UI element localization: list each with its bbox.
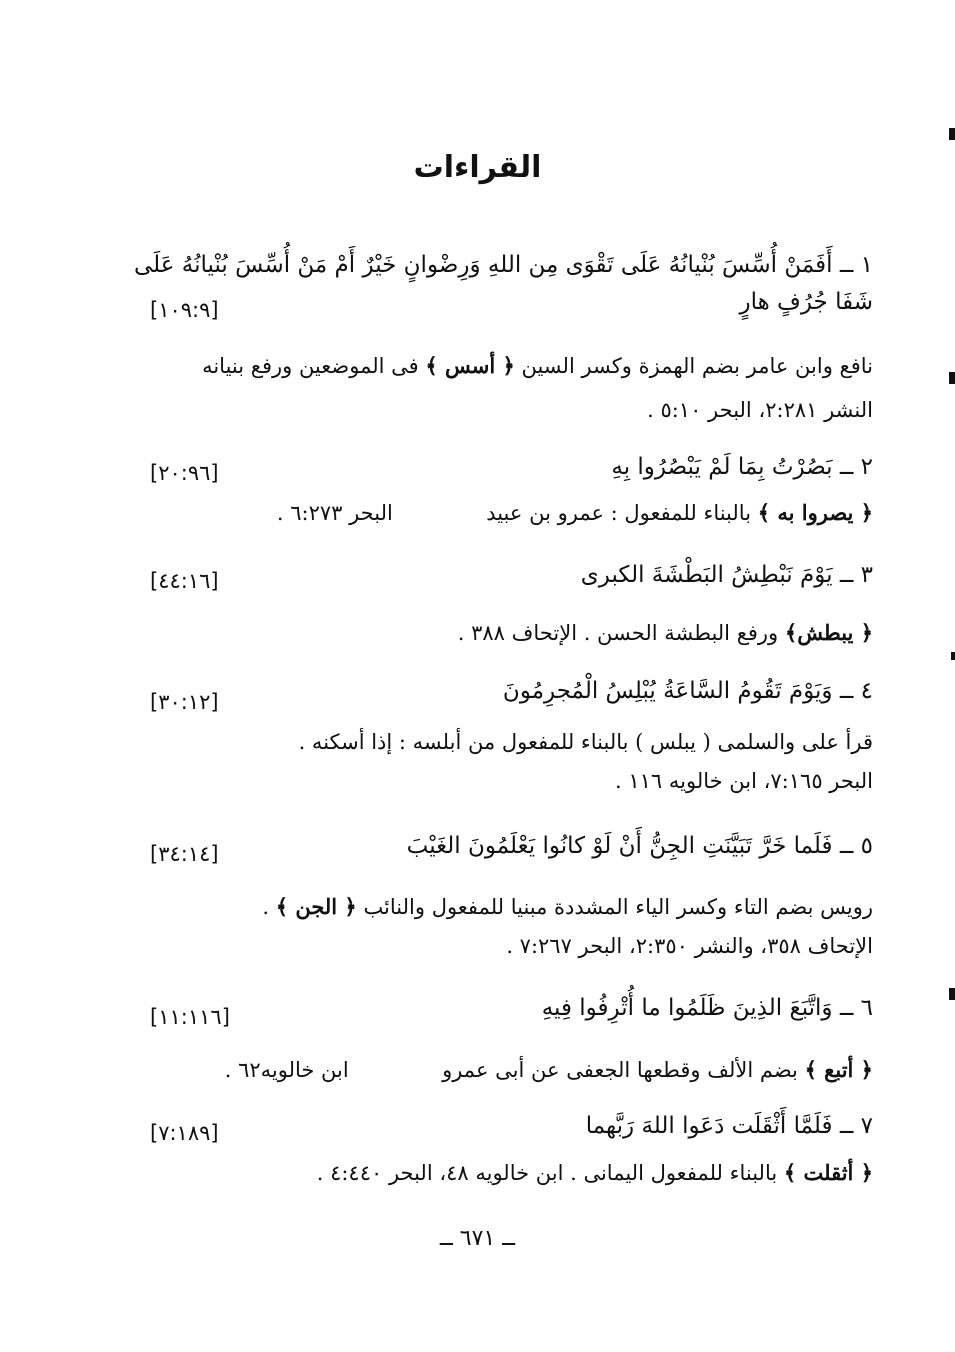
verse-reference: [٧:١٨٩]: [150, 1121, 219, 1145]
margin-mark: [949, 988, 955, 1000]
note-7: [140, 1156, 873, 1190]
note-text: البحر ٦:٢٧٣ .: [276, 501, 393, 525]
verse-7: ٧ ــ فَلَمَّا أَثْقَلَت دَعَوا اللهَ رَبَّهما: [585, 1113, 873, 1139]
note-text: بضم الألف وقطعها الجعفى عن أبى عمرو: [442, 1058, 798, 1082]
verse-reference: [٢٠:٩٦]: [150, 461, 219, 485]
note-highlight: ﴿ يصروا به ﴾: [757, 500, 873, 525]
note-text: بالبناء للمفعول : عمرو بن عبيد: [486, 501, 752, 525]
note-2: [140, 496, 873, 530]
verse-2: ٢ ــ بَصُرْتُ بِمَا لَمْ يَبْصُرُوا بِهِ: [611, 454, 873, 480]
verse-1-line-2: شَفَا جُرُفٍ هارٍ: [739, 289, 873, 315]
margin-mark: [949, 128, 955, 140]
note-text: نافع وابن عامر بضم الهمزة وكسر السين: [521, 354, 873, 378]
note-text: بالبناء للمفعول اليمانى . ابن خالويه ٤٨، البحر ٤:٤٤٠ .: [316, 1161, 778, 1185]
page-number: ــ ٦٧١ ــ: [439, 1226, 516, 1251]
margin-mark: [949, 372, 955, 384]
note-4-line-1: قرأ على والسلمى ( يبلس ) بالبناء للمفعول من أبلسه : إذا أسكنه .: [298, 730, 873, 754]
verse-4: ٤ ــ وَيَوْمَ تَقُومُ السَّاعَةُ يُبْلِسُ الْمُجرِمُونَ: [502, 678, 873, 704]
note-5-line-1: [140, 890, 873, 924]
note-text: رويس بضم التاء وكسر الياء المشددة مبنيا للمفعول والنائب: [363, 895, 873, 919]
verse-reference: [٣٠:١٢]: [150, 690, 219, 714]
verse-reference: [١٠٩:٩]: [150, 298, 219, 322]
note-highlight: ﴿ أسس ﴾: [425, 353, 515, 378]
verse-5: ٥ ــ فَلَما خَرَّ تَبَيَّنَتِ الجِنُّ أَنْ لَوْ كانُوا يَعْلَمُونَ الغَيْبَ: [406, 833, 873, 859]
note-5-line-2: الإتحاف ٣٥٨، والنشر ٢:٣٥٠، البحر ٧:٢٦٧ .: [506, 934, 873, 958]
note-highlight: ﴿ الجن ﴾: [275, 894, 357, 919]
verse-reference: [١١:١١٦]: [150, 1005, 230, 1029]
note-1-line-2: النشر ٢:٢٨١، البحر ٥:١٠ .: [647, 398, 873, 422]
note-6: [140, 1053, 873, 1087]
note-3: [140, 616, 873, 650]
verse-reference: [٣٤:١٤]: [150, 842, 219, 866]
note-highlight: ﴿ أتبع ﴾: [804, 1057, 873, 1082]
page-title: القراءات: [413, 150, 542, 185]
note-text: فى الموضعين ورفع بنيانه: [202, 354, 419, 378]
note-text: ابن خالويه٦٢ .: [224, 1058, 349, 1082]
margin-mark: [951, 652, 955, 660]
note-4-line-2: البحر ٧:١٦٥، ابن خالويه ١١٦ .: [615, 769, 873, 793]
verse-1-line-1: ١ ــ أَفَمَنْ أُسِّسَ بُنْيانُهُ عَلَى تَقْوَى مِن اللهِ وَرِضْوانٍ خَيْرٌ أَمْ مَنْ أُسِّسَ بُنْيانُهُ عَلَى: [133, 252, 873, 278]
note-1-line-1: [140, 349, 873, 383]
note-text: .: [262, 895, 270, 919]
note-highlight: ﴿ أثقلت ﴾: [783, 1160, 873, 1185]
note-highlight: ﴿ يبطش﴾: [784, 620, 873, 645]
note-text: ورفع البطشة الحسن . الإتحاف ٣٨٨ .: [457, 621, 779, 645]
verse-6: ٦ ــ وَاتَّبَعَ الذِينَ ظَلَمُوا ما أُتْرِفُوا فِيهِ: [541, 995, 873, 1021]
verse-3: ٣ ــ يَوْمَ نَبْطِشُ البَطْشَةَ الكبرى: [580, 562, 873, 588]
verse-reference: [٤٤:١٦]: [150, 569, 219, 593]
